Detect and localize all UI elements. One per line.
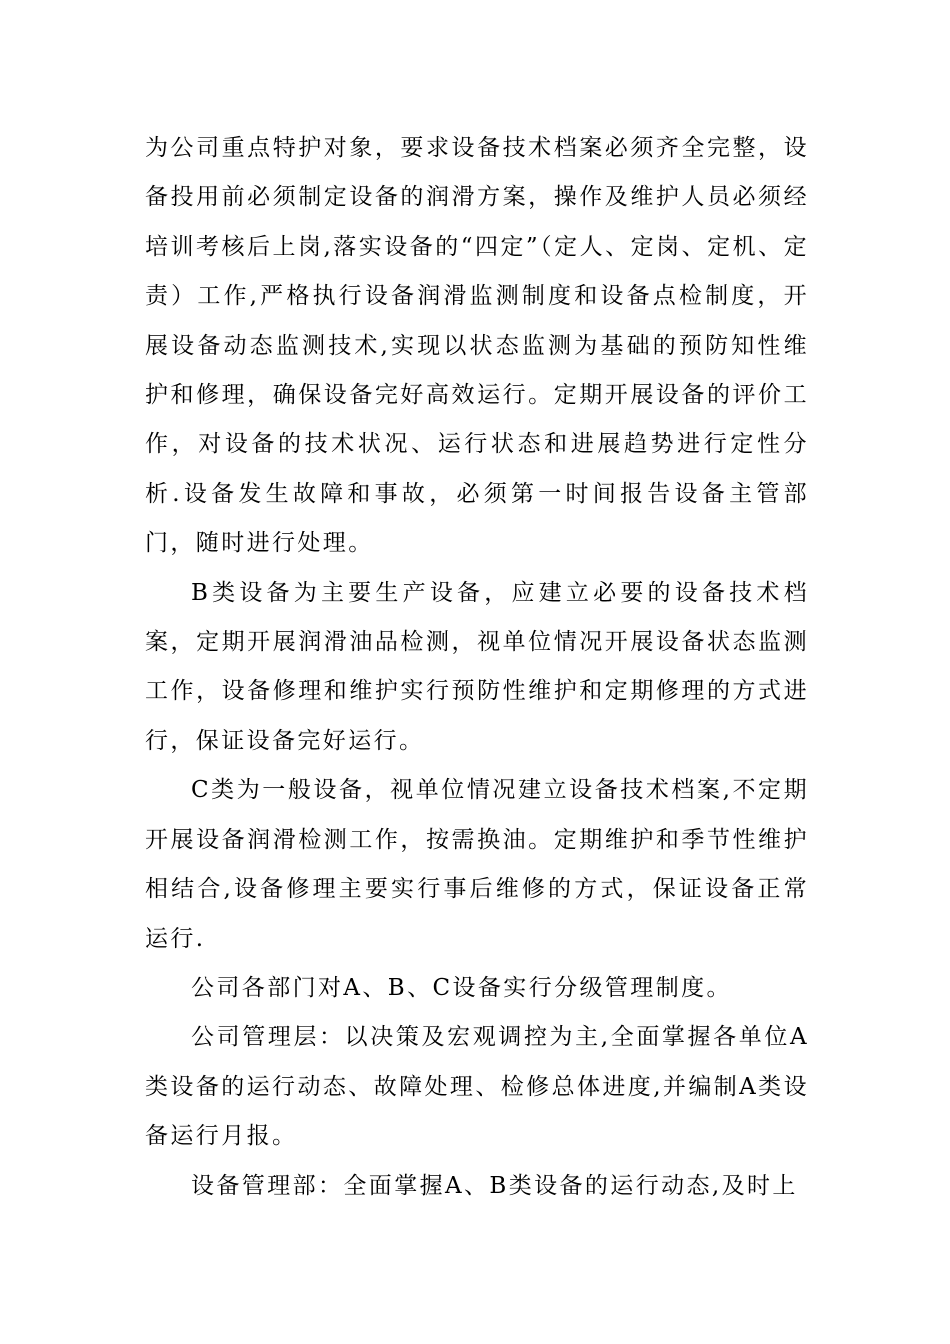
document-body: [145, 124, 809, 1211]
paragraph-company-management-layer: 公司管理层：以决策及宏观调控为主,全面掌握各单位A类设备的运行动态、故障处理、检修总体进度,并编制A类设备运行月报。: [145, 1024, 809, 1150]
paragraph-b-class-equipment: B类设备为主要生产设备，应建立必要的设备技术档案，定期开展润滑油品检测，视单位情况开展设备状态监测工作，设备修理和维护实行预防性维护和定期修理的方式进行，保证设备完好运行。: [145, 579, 809, 754]
paragraph-c-class-equipment: C类为一般设备，视单位情况建立设备技术档案,不定期开展设备润滑检测工作，按需换油。定期维护和季节性维护相结合,设备修理主要实行事后维修的方式，保证设备正常运行.: [145, 777, 809, 952]
paragraph-graded-management: 公司各部门对A、B、C设备实行分级管理制度。: [191, 974, 732, 1001]
paragraph-equipment-management-dept: 设备管理部：全面掌握A、B类设备的运行动态,及时上: [191, 1172, 798, 1199]
paragraph-a-class-continuation: 为公司重点特护对象，要求设备技术档案必须齐全完整，设备投用前必须制定设备的润滑方案，操作及维护人员必须经培训考核后上岗,落实设备的“四定”（定人、定岗、定机、定责）工作,严格执行设备润滑监测制度和设备点检制度，开展设备动态监测技术,实现以状态监测为基础的预防知性维护和修理，确保设备完好高效运行。定期开展设备的评价工作，对设备的技术状况、运行状态和进展趋势进行定性分析.设备发生故障和事故，必须第一时间报告设备主管部门，随时进行处理。: [145, 135, 809, 557]
